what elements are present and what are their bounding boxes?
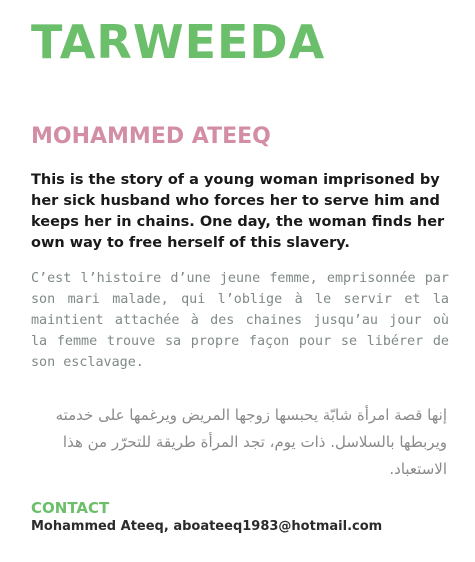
contact-details: Mohammed Ateeq, aboateeq1983@hotmail.com (31, 519, 383, 534)
synopsis-french: C’est l’histoire d’une jeune femme, emprisonnée par son mari malade, qui l’oblige à le servir et la maintient attachée à des chaines jusqu’au jour où la femme trouve sa propre façon pour se libérer de son esclavage. (31, 271, 449, 370)
director-name: MOHAMMED ATEEQ (31, 124, 271, 149)
film-title: TARWEEDA (31, 15, 326, 69)
synopsis-english: This is the story of a young woman imprisoned by her sick husband who forces her to serve him and keeps her in chains. One day, the woman finds her own way to free herself of this slavery. (31, 172, 445, 251)
contact-heading: CONTACT (31, 499, 110, 517)
synopsis-arabic: إنها قصة امرأة شابّة يحبسها زوجها المريض ويرغمها على خدمته ويربطها بالسلاسل. ذات يوم، تجد المرأة طريقة للتحرّر من هذا الاستعباد. (55, 406, 447, 478)
